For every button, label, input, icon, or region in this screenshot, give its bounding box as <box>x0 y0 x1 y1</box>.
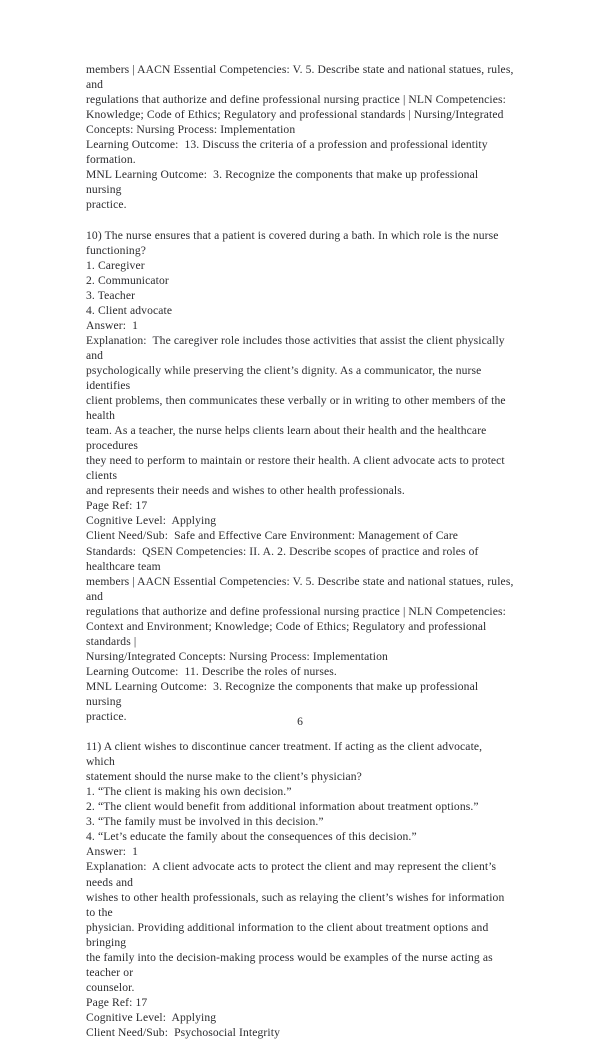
question-10-explanation-line: and represents their needs and wishes to other health professionals. <box>86 484 405 498</box>
question-11-explanation-line: physician. Providing additional information to the client about treatment options and bringing <box>86 920 492 949</box>
question-10-explanation-line: Explanation: The caregiver role includes those activities that assist the client physically and <box>86 333 508 362</box>
question-10-cognitive-level: Cognitive Level: Applying <box>86 514 217 528</box>
question-11-page-ref: Page Ref: 17 <box>86 995 148 1009</box>
question-11-explanation-line: counselor. <box>86 980 135 994</box>
text-line: members | AACN Essential Competencies: V. 5. Describe state and national statues, rules, and <box>86 63 517 92</box>
text-line: Concepts: Nursing Process: Implementation <box>86 123 296 137</box>
text-line: regulations that authorize and define professional nursing practice | NLN Competencies: <box>86 93 506 107</box>
question-10-option-4: 4. Client advocate <box>86 303 173 317</box>
question-11-cognitive-level: Cognitive Level: Applying <box>86 1010 217 1024</box>
text-block-question-11 <box>86 739 514 1040</box>
question-10-option-2: 2. Communicator <box>86 273 169 287</box>
question-10-explanation-line: psychologically while preserving the client’s dignity. As a communicator, the nurse identifies <box>86 363 485 392</box>
question-10-option-3: 3. Teacher <box>86 288 136 302</box>
text-block-q9-metadata-continued <box>86 62 517 212</box>
text-line: Learning Outcome: 13. Discuss the criteria of a profession and professional identity formation. <box>86 138 491 167</box>
question-10-option-1: 1. Caregiver <box>86 258 145 272</box>
question-10-standards-line: regulations that authorize and define professional nursing practice | NLN Competencies: <box>86 604 506 618</box>
question-10-standards-line: Context and Environment; Knowledge; Code of Ethics; Regulatory and professional standards | <box>86 619 490 648</box>
question-11-option-4: 4. “Let’s educate the family about the consequences of this decision.” <box>86 830 417 844</box>
question-11-answer: Answer: 1 <box>86 845 139 859</box>
question-10-stem-line: functioning? <box>86 243 146 257</box>
question-10-standards-line: members | AACN Essential Competencies: V. 5. Describe state and national statues, rules, and <box>86 574 517 603</box>
text-line: Knowledge; Code of Ethics; Regulatory and professional standards | Nursing/Integrated <box>86 108 504 122</box>
question-10-stem-line: 10) The nurse ensures that a patient is covered during a bath. In which role is the nurse <box>86 228 499 242</box>
question-10-explanation-line: they need to perform to maintain or restore their health. A client advocate acts to protect clients <box>86 454 508 483</box>
question-11-stem-line: statement should the nurse make to the client’s physician? <box>86 770 362 784</box>
question-10-standards-line: Standards: QSEN Competencies: II. A. 2. Describe scopes of practice and roles of healthcare team <box>86 544 482 573</box>
text-line: practice. <box>86 198 127 212</box>
page-text-column <box>86 62 517 1040</box>
question-10-client-need: Client Need/Sub: Safe and Effective Care Environment: Management of Care <box>86 529 459 543</box>
page-number: 6 <box>297 715 303 728</box>
question-11-explanation-line: the family into the decision-making process would be examples of the nurse acting as teacher or <box>86 950 496 979</box>
question-11-option-2: 2. “The client would benefit from additional information about treatment options.” <box>86 800 479 814</box>
question-11-option-3: 3. “The family must be involved in this decision.” <box>86 815 324 829</box>
text-line: MNL Learning Outcome: 3. Recognize the components that make up professional nursing <box>86 168 482 197</box>
question-11-client-need: Client Need/Sub: Psychosocial Integrity <box>86 1026 280 1039</box>
question-10-learning-outcome: Learning Outcome: 11. Describe the roles of nurses. <box>86 664 337 678</box>
question-10-mnl-learning-outcome: practice. <box>86 710 127 724</box>
question-11-explanation-line: wishes to other health professionals, such as relaying the client’s wishes for information to the <box>86 890 508 919</box>
question-11-option-1: 1. “The client is making his own decision.” <box>86 785 292 799</box>
question-11-explanation-line: Explanation: A client advocate acts to protect the client and may represent the client’s needs and <box>86 860 500 889</box>
paragraph-spacer <box>86 212 514 227</box>
question-10-mnl-learning-outcome: MNL Learning Outcome: 3. Recognize the components that make up professional nursing <box>86 679 482 708</box>
question-10-answer: Answer: 1 <box>86 318 139 332</box>
question-10-page-ref: Page Ref: 17 <box>86 499 148 513</box>
question-10-standards-line: Nursing/Integrated Concepts: Nursing Process: Implementation <box>86 649 388 663</box>
question-11-stem-line: 11) A client wishes to discontinue cancer treatment. If acting as the client advocate, which <box>86 740 486 769</box>
question-10-explanation-line: client problems, then communicates these verbally or in writing to other members of the health <box>86 394 509 423</box>
text-block-question-10 <box>86 228 517 725</box>
question-10-explanation-line: team. As a teacher, the nurse helps clients learn about their health and the healthcare procedures <box>86 424 490 453</box>
